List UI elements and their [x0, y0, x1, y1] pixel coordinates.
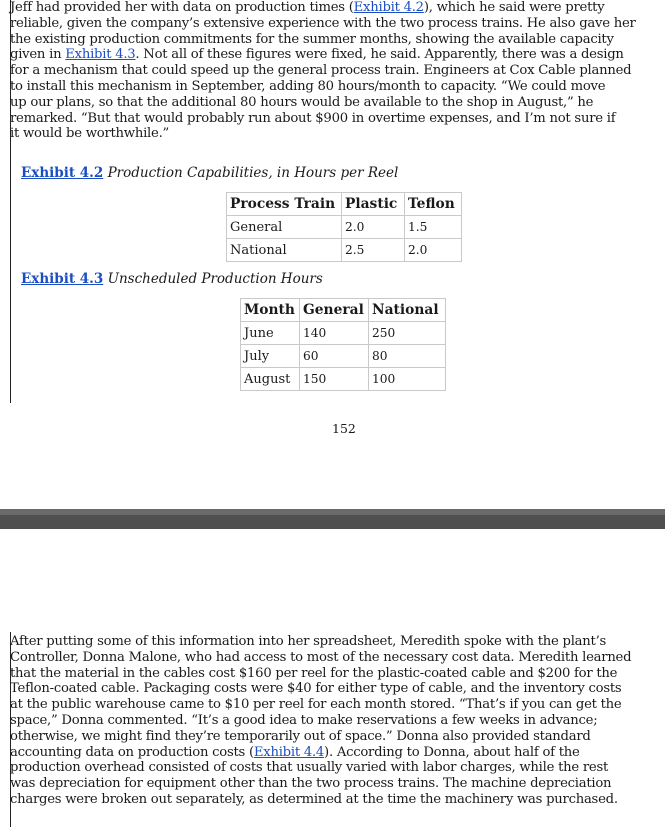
- table-cell: 250: [369, 322, 446, 345]
- exhibit-4-4-link[interactable]: Exhibit 4.4: [253, 744, 325, 760]
- column-header: General: [300, 299, 369, 322]
- text-line: up our plans, so that the additional 80 hours would be available to the shop in August,” he: [10, 94, 594, 110]
- text-line: was depreciation for equipment other than the two process trains. The machine depreciation: [10, 776, 612, 792]
- table-cell: 150: [300, 368, 369, 391]
- table-cell: August: [241, 368, 300, 391]
- exhibit-4-2-caption-link[interactable]: Exhibit 4.2: [21, 165, 104, 181]
- exhibit-4-2-caption: [21, 165, 398, 181]
- text-line: that the material in the cables cost $160 per reel for the plastic-coated cable and $200 for the: [10, 665, 618, 681]
- exhibit-4-2-title: Production Capabilities, in Hours per Reel: [103, 165, 399, 181]
- text-line: for a mechanism that could speed up the general process train. Engineers at Cox Cable planned: [10, 63, 632, 79]
- table-cell: 2.0: [405, 239, 462, 262]
- exhibit-4-3-link[interactable]: Exhibit 4.3: [65, 47, 136, 63]
- text-line: space,” Donna commented. “It’s a good idea to make reservations a few weeks in advance;: [10, 712, 598, 728]
- table-row: [241, 345, 446, 368]
- text-line: remarked. “But that would probably run about $900 in overtime expenses, and I’m not sure if: [10, 110, 616, 126]
- production-capabilities-table: [226, 192, 462, 262]
- text-line: otherwise, we might find they’re temporarily out of space.” Donna also provided standard: [10, 728, 591, 744]
- table-cell: July: [241, 345, 300, 368]
- page-number: 152: [332, 421, 356, 436]
- column-header: Month: [241, 299, 300, 322]
- text-line: the existing production commitments for the summer months, showing the available capacity: [10, 31, 614, 47]
- table-cell: 80: [369, 345, 446, 368]
- table-cell: 2.5: [342, 239, 405, 262]
- table-cell: 60: [300, 345, 369, 368]
- exhibit-4-3-title: Unscheduled Production Hours: [103, 271, 323, 287]
- column-header: Teflon: [405, 193, 462, 216]
- exhibit-4-2-link[interactable]: Exhibit 4.2: [353, 0, 424, 15]
- text-line: Controller, Donna Malone, who had access to most of the necessary cost data. Meredith learned: [10, 649, 632, 665]
- text-line: production overhead consisted of costs that usually varied with labor charges, while the rest: [10, 760, 609, 776]
- text-line: at the public warehouse came to $10 per reel for each month stored. “That’s if you can get the: [10, 697, 622, 713]
- text-line: it would be worthwhile.”: [10, 126, 169, 142]
- column-header: National: [369, 299, 446, 322]
- text-line: to install this mechanism in September, adding 80 hours/month to capacity. “We could move: [10, 78, 606, 94]
- page-separator: [0, 509, 665, 529]
- unscheduled-hours-table: [240, 298, 446, 391]
- table-cell: June: [241, 322, 300, 345]
- column-header: Process Train: [227, 193, 342, 216]
- exhibit-4-3-caption: [21, 271, 323, 287]
- bottom-paragraph: [10, 634, 662, 808]
- table-cell: General: [227, 216, 342, 239]
- text-line: given in Exhibit 4.3. Not all of these figures were fixed, he said. Apparently, there was a design: [10, 47, 624, 63]
- table-row: [241, 368, 446, 391]
- table-row: [241, 322, 446, 345]
- table-header-row: [241, 299, 446, 322]
- text-line: After putting some of this information into her spreadsheet, Meredith spoke with the plant’s: [10, 634, 607, 649]
- table-cell: 100: [369, 368, 446, 391]
- text-line: reliable, given the company’s extensive experience with the two process trains. He also gave her: [10, 15, 636, 31]
- text-line: Jeff had provided her with data on production times (Exhibit 4.2), which he said were pretty: [10, 0, 605, 15]
- table-cell: 1.5: [405, 216, 462, 239]
- table-cell: 2.0: [342, 216, 405, 239]
- table-header-row: [227, 193, 462, 216]
- table-cell: National: [227, 239, 342, 262]
- exhibit-4-3-caption-link[interactable]: Exhibit 4.3: [21, 271, 104, 287]
- top-paragraph: [10, 0, 662, 142]
- text-line: Teflon-coated cable. Packaging costs were $40 for either type of cable, and the inventory costs: [10, 681, 622, 697]
- text-line: accounting data on production costs (Exhibit 4.4). According to Donna, about half of the: [10, 744, 580, 760]
- text-line: charges were broken out separately, as determined at the time the machinery was purchased.: [10, 791, 618, 807]
- table-row: [227, 239, 462, 262]
- table-cell: 140: [300, 322, 369, 345]
- table-row: [227, 216, 462, 239]
- column-header: Plastic: [342, 193, 405, 216]
